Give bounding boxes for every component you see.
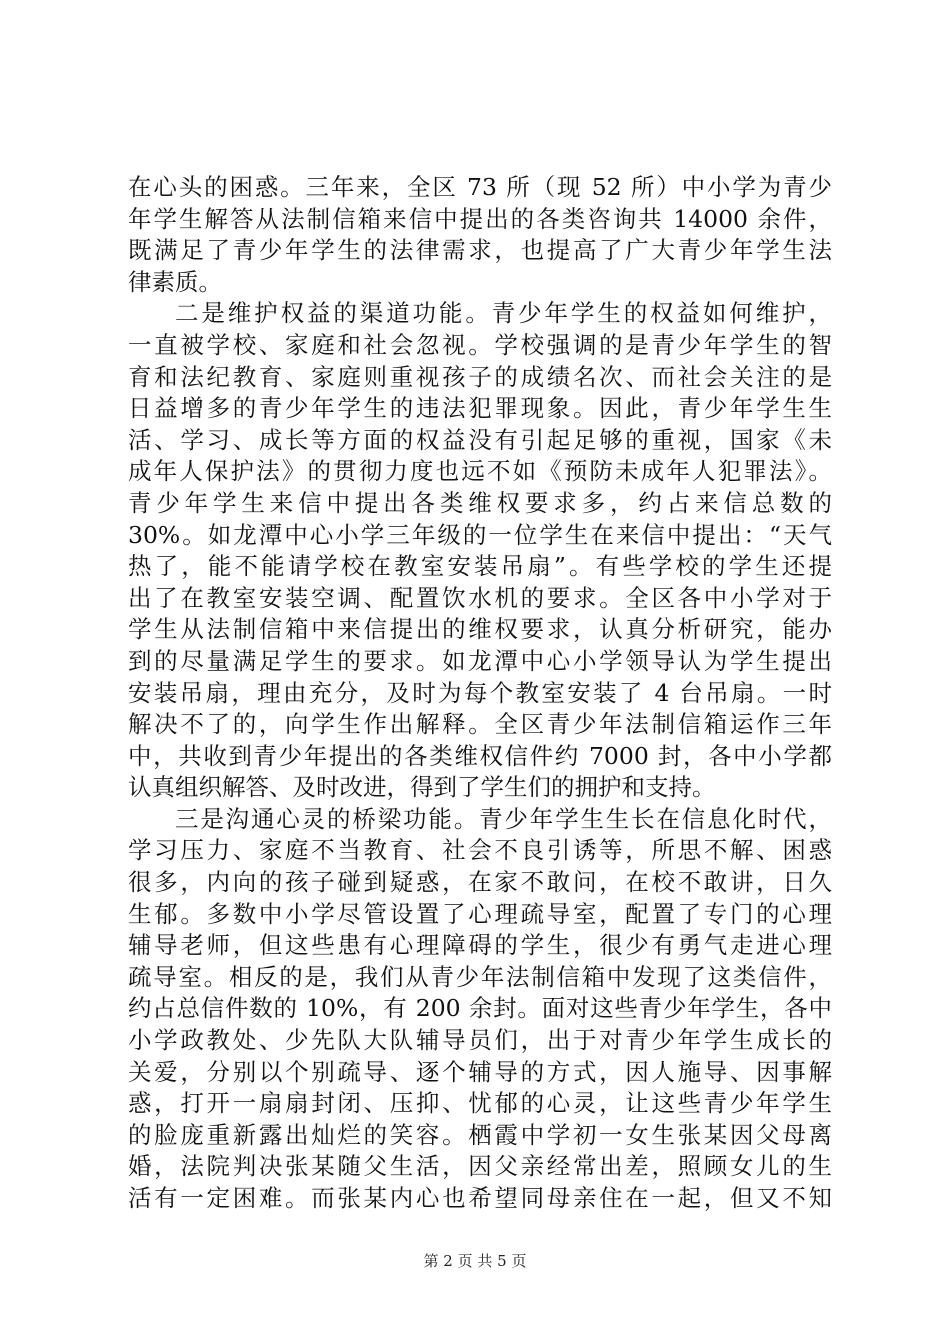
body-line-6: 一直被学校、家庭和社会忽视。学校强调的是青少年学生的智 <box>128 330 832 359</box>
body-line-15: 学生从法制信箱中来信提出的维权要求，认真分析研究，能办 <box>128 615 832 644</box>
body-line-26: 疏导室。相反的是，我们从青少年法制信箱中发现了这类信件， <box>128 962 832 991</box>
body-line-10: 成年人保护法》的贯彻力度也远不如《预防未成年人犯罪法》。 <box>128 457 832 486</box>
body-line-24: 生郁。多数中小学尽管设置了心理疏导室，配置了专门的心理 <box>128 899 832 928</box>
body-line-1: 在心头的困惑。三年来，全区 73 所（现 52 所）中小学为青少 <box>128 173 832 201</box>
body-line-13: 热了，能不能请学校在教室安装吊扇”。有些学校的学生还提 <box>128 552 832 581</box>
body-line-8: 日益增多的青少年学生的违法犯罪现象。因此，青少年学生生 <box>128 394 832 423</box>
body-line-3: 既满足了青少年学生的法律需求，也提高了广大青少年学生法 <box>128 236 832 265</box>
body-line-11: 青少年学生来信中提出各类维权要求多，约占来信总数的 <box>128 488 832 517</box>
body-line-23: 很多，内向的孩子碰到疑惑，在家不敢问，在校不敢讲，日久 <box>128 868 832 897</box>
body-line-14: 出了在教室安装空调、配置饮水机的要求。全区各中小学对于 <box>128 583 832 612</box>
body-line-9: 活、学习、成长等方面的权益没有引起足够的重视，国家《未 <box>128 425 832 454</box>
body-line-17: 安装吊扇，理由充分，及时为每个教室安装了 4 台吊扇。一时 <box>128 678 832 707</box>
body-line-20: 认真组织解答、及时改进，得到了学生们的拥护和支持。 <box>128 773 716 802</box>
body-line-7: 育和法纪教育、家庭则重视孩子的成绩名次、而社会关注的是 <box>128 362 832 391</box>
body-line-32: 婚，法院判决张某随父生活，因父亲经常出差，照顾女儿的生 <box>128 1152 832 1181</box>
body-line-29: 关爱，分别以个别疏导、逐个辅导的方式，因人施导、因事解 <box>128 1057 832 1086</box>
body-line-4: 律素质。 <box>128 267 222 296</box>
paragraph-3-first-line: 三是沟通心灵的桥梁功能。青少年学生生长在信息化时代， <box>175 804 832 833</box>
document-body <box>128 172 832 1215</box>
body-line-33: 活有一定困难。而张某内心也希望同母亲住在一起，但又不知 <box>128 1184 832 1212</box>
body-line-12: 30%。如龙潭中心小学三年级的一位学生在来信中提出：“天气 <box>128 520 832 549</box>
page-number-footer: 第 2 页 共 5 页 <box>423 1252 527 1270</box>
body-line-31: 的脸庞重新露出灿烂的笑容。栖霞中学初一女生张某因父母离 <box>128 1120 832 1149</box>
body-line-2: 年学生解答从法制信箱来信中提出的各类咨询共 14000 余件， <box>128 204 832 233</box>
body-line-25: 辅导老师，但这些患有心理障碍的学生，很少有勇气走进心理 <box>128 931 832 960</box>
body-line-28: 小学政教处、少先队大队辅导员们，出于对青少年学生成长的 <box>128 1026 832 1055</box>
paragraph-2-first-line: 二是维护权益的渠道功能。青少年学生的权益如何维护， <box>175 299 832 328</box>
body-line-19: 中，共收到青少年提出的各类维权信件约 7000 封，各中小学都 <box>128 741 832 770</box>
body-line-16: 到的尽量满足学生的要求。如龙潭中心小学领导认为学生提出 <box>128 646 832 675</box>
body-line-22: 学习压力、家庭不当教育、社会不良引诱等，所思不解、困惑 <box>128 836 832 865</box>
body-line-27: 约占总信件数的 10%，有 200 余封。面对这些青少年学生，各中 <box>128 994 832 1023</box>
body-line-18: 解决不了的，向学生作出解释。全区青少年法制信箱运作三年 <box>128 710 832 739</box>
body-line-30: 惑，打开一扇扇封闭、压抑、忧郁的心灵，让这些青少年学生 <box>128 1089 832 1118</box>
